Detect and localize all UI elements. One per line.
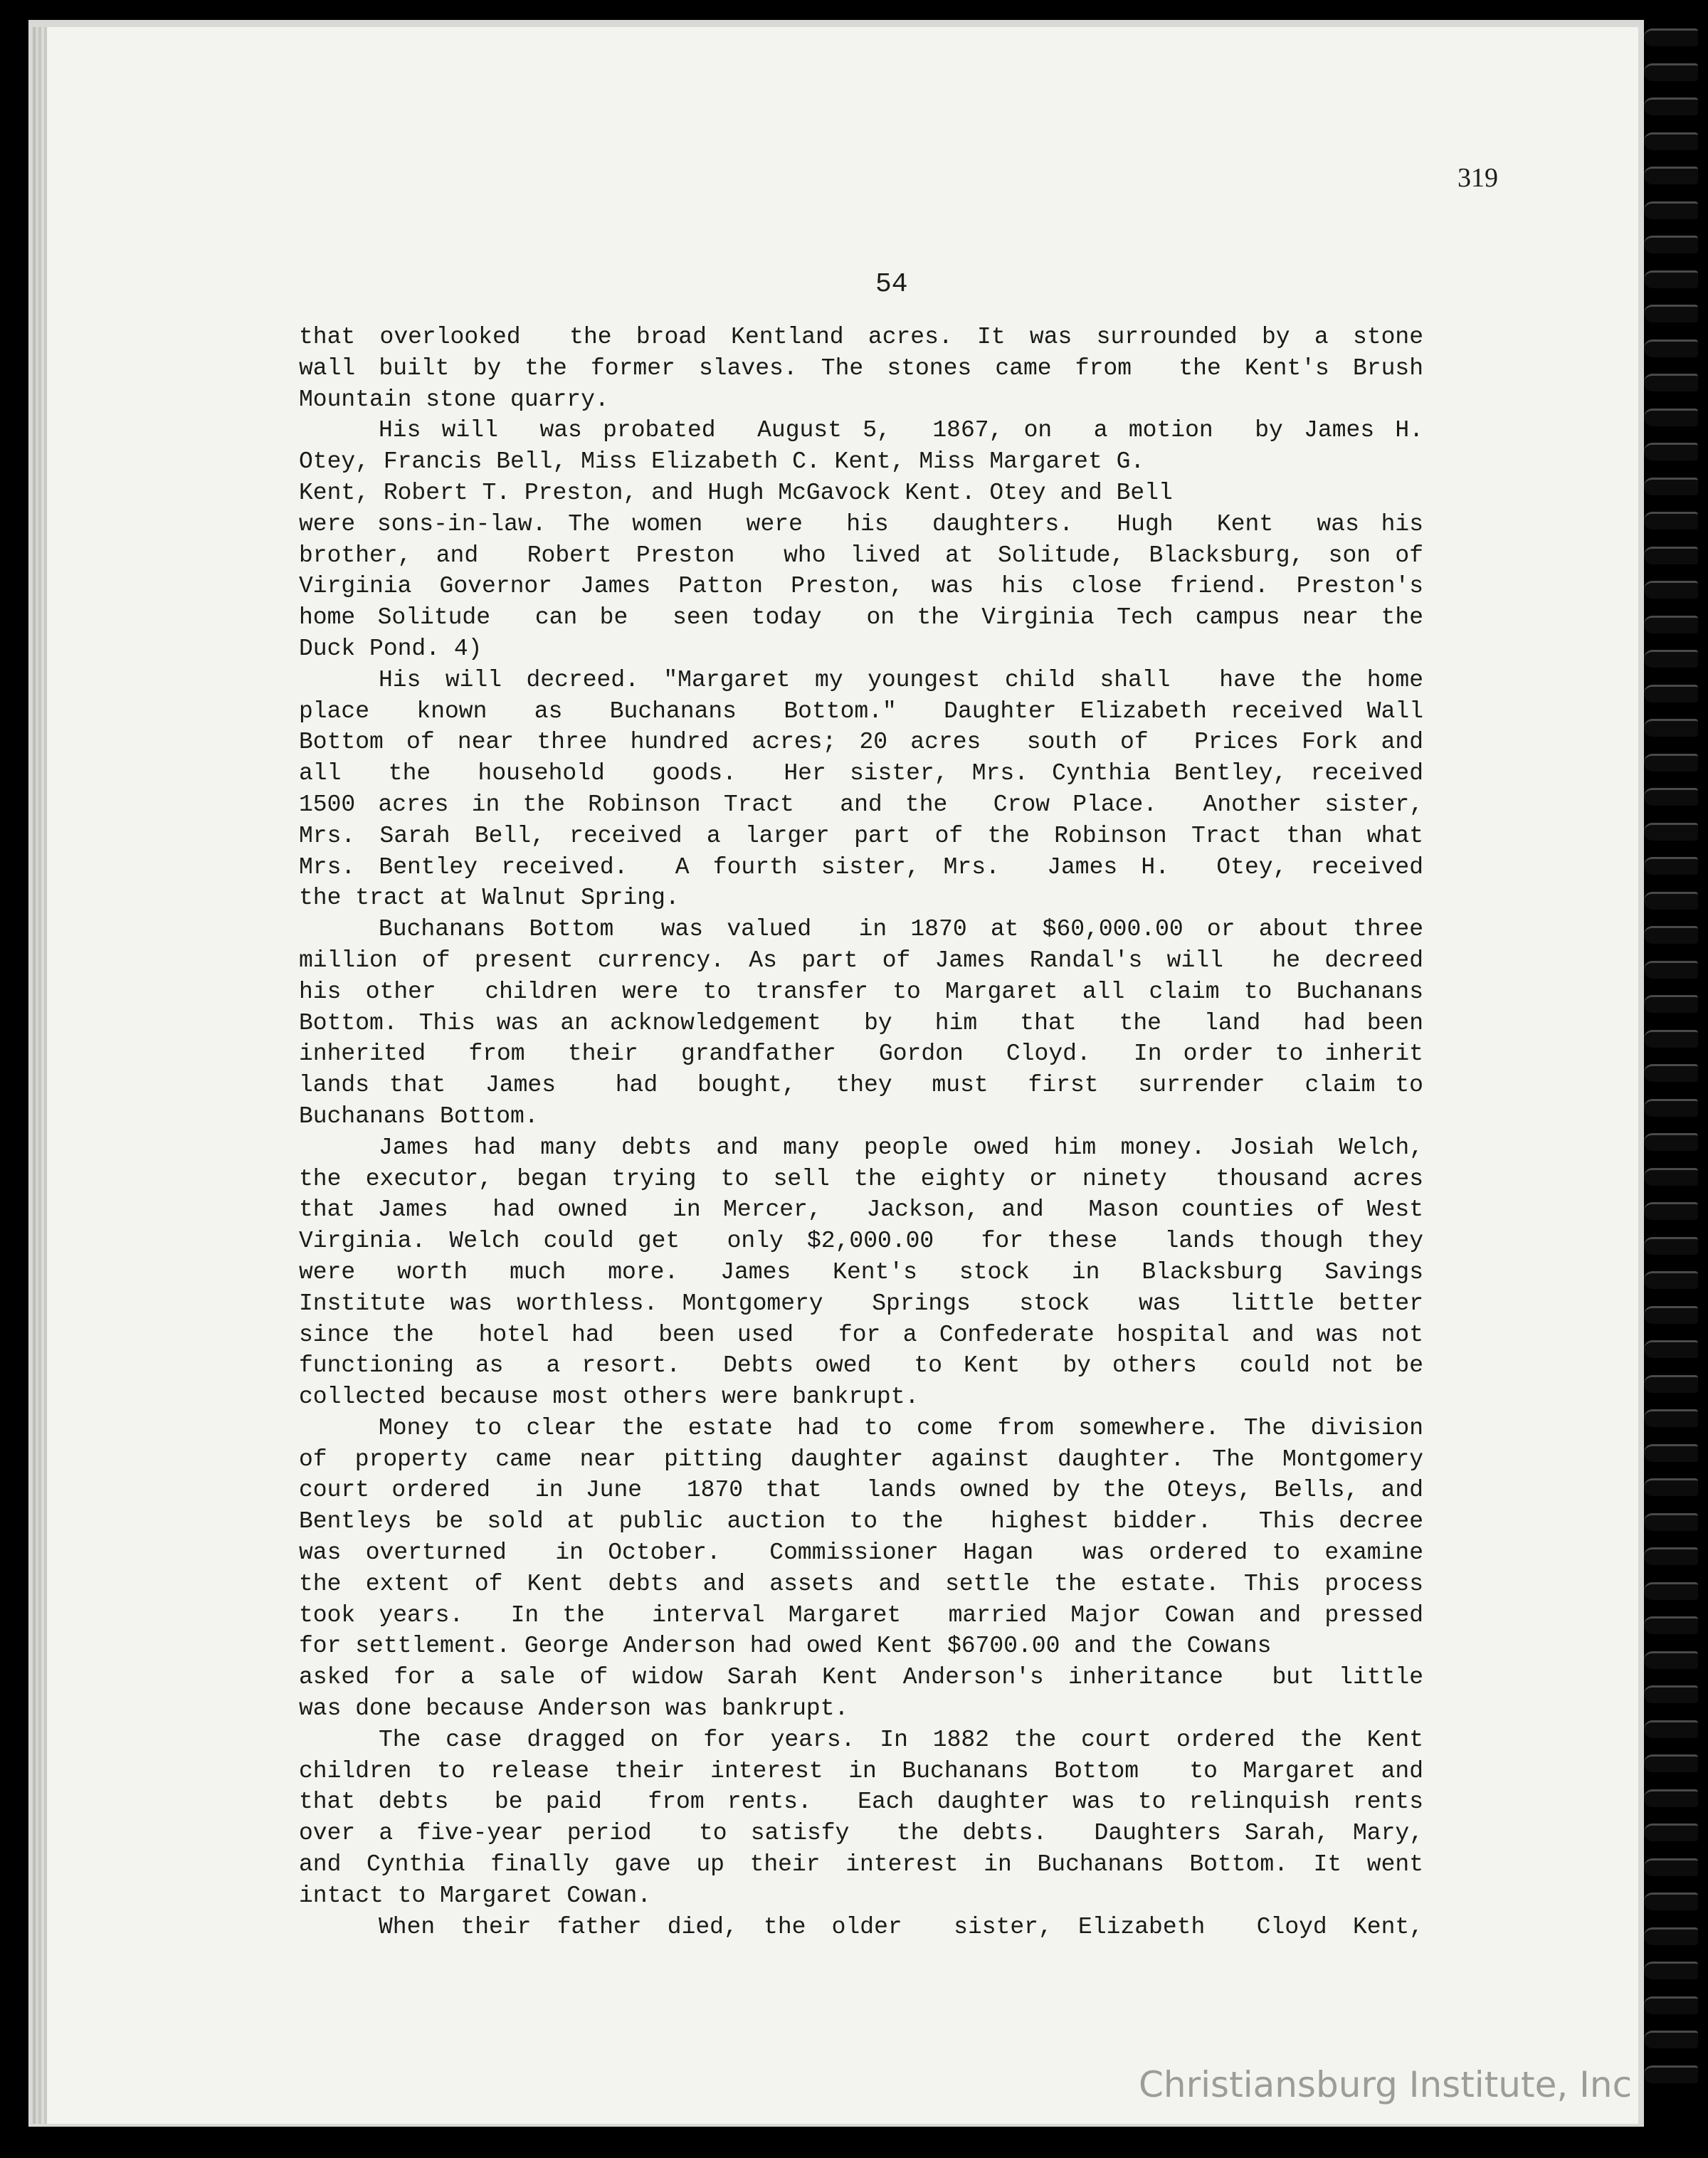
text-line: intact to Margaret Cowan. (299, 1882, 652, 1909)
binding-coil (1644, 1099, 1698, 1117)
text-line: lands that James had bought, they must first surrender claim to (299, 1072, 1423, 1099)
binding-coil (1644, 1651, 1698, 1669)
binding-coil (1644, 98, 1698, 115)
binding-coil (1644, 616, 1698, 633)
text-line: James had many debts and many people owed him money. Josiah Welch, (379, 1134, 1423, 1161)
text-line: Buchanans Bottom was valued in 1870 at $60,000.00 or about three (379, 916, 1423, 943)
binding-coil (1644, 685, 1698, 702)
binding-coil (1644, 270, 1698, 288)
text-line: Mountain stone quarry. (299, 386, 609, 413)
binding-coil (1644, 892, 1698, 910)
binding-coil (1644, 236, 1698, 253)
binding-coil (1644, 788, 1698, 806)
binding-coil (1644, 1547, 1698, 1565)
text-line: asked for a sale of widow Sarah Kent Anderson's inheritance but little (299, 1664, 1423, 1691)
binding-coil (1644, 1720, 1698, 1738)
binding-coil (1644, 857, 1698, 875)
binding-coil (1644, 719, 1698, 737)
text-line: the tract at Walnut Spring. (299, 885, 680, 912)
text-line: home Solitude can be seen today on the Virginia Tech campus near the (299, 604, 1423, 631)
binding-coil (1644, 581, 1698, 599)
binding-coil (1644, 512, 1698, 530)
text-line: Mrs. Bentley received. A fourth sister, Mrs. James H. Otey, received (299, 853, 1423, 880)
binding-coil (1644, 1133, 1698, 1151)
binding-coil (1644, 1513, 1698, 1531)
binding-coil (1644, 1271, 1698, 1289)
text-line: his other children were to transfer to Margaret all claim to Buchanans (299, 978, 1423, 1005)
binding-coil (1644, 1616, 1698, 1634)
text-line: Bottom of near three hundred acres; 20 acres south of Prices Fork and (299, 729, 1423, 756)
binding-coil (1644, 1858, 1698, 1876)
binding-coil (1644, 1962, 1698, 1979)
text-line: since the hotel had been used for a Confederate hospital and was not (299, 1321, 1423, 1348)
text-line: took years. In the interval Margaret married Major Cowan and pressed (299, 1601, 1423, 1628)
binding-coil (1644, 340, 1698, 357)
text-line: for settlement. George Anderson had owed Kent $6700.00 and the Cowans (299, 1633, 1272, 1660)
text-line: and Cynthia finally gave up their interest in Buchanans Bottom. It went (299, 1851, 1423, 1878)
text-line: that overlooked the broad Kentland acres. It was surrounded by a stone (299, 324, 1423, 350)
binding-coil (1644, 167, 1698, 184)
text-line: that debts be paid from rents. Each daughter was to relinquish rents (299, 1789, 1423, 1816)
binding-coil (1644, 1202, 1698, 1220)
binding-coil (1644, 1478, 1698, 1496)
text-line: Otey, Francis Bell, Miss Elizabeth C. Kent, Miss Margaret G. (299, 448, 1145, 475)
binding-coil (1644, 2065, 1698, 2083)
binding-coil (1644, 2031, 1698, 2048)
binding-coil (1644, 754, 1698, 772)
binding-coil (1644, 201, 1698, 219)
binding-coil (1644, 1030, 1698, 1048)
binding-coil (1644, 650, 1698, 668)
watermark: Christiansburg Institute, Inc (1139, 2064, 1633, 2105)
binding-coil (1644, 823, 1698, 841)
text-line: The case dragged on for years. In 1882 the court ordered the Kent (379, 1726, 1423, 1753)
text-line: functioning as a resort. Debts owed to Kent by others could not be (299, 1352, 1423, 1379)
text-line: court ordered in June 1870 that lands owned by the Oteys, Bells, and (299, 1477, 1423, 1504)
binding-coil (1644, 478, 1698, 495)
binding-coil (1644, 1409, 1698, 1427)
text-line: Mrs. Sarah Bell, received a larger part of the Robinson Tract than what (299, 822, 1423, 849)
text-line: were worth much more. James Kent's stock in Blacksburg Savings (299, 1258, 1423, 1285)
binding-coil (1644, 547, 1698, 564)
text-line: million of present currency. As part of James Randal's will he decreed (299, 947, 1423, 974)
binding-coil (1644, 1237, 1698, 1255)
text-line: of property came near pitting daughter against daughter. The Montgomery (299, 1446, 1423, 1473)
text-line: Institute was worthless. Montgomery Springs stock was little better (299, 1290, 1423, 1317)
text-line: inherited from their grandfather Gordon Cloyd. In order to inherit (299, 1041, 1423, 1068)
binding-coil (1644, 1754, 1698, 1772)
text-line: Duck Pond. 4) (299, 635, 483, 662)
binding-coil (1644, 28, 1698, 46)
text-line: the executor, began trying to sell the eighty or ninety thousand acres (299, 1165, 1423, 1192)
spiral-binding (1644, 28, 1708, 2128)
text-line: When their father died, the older sister, Elizabeth Cloyd Kent, (379, 1913, 1423, 1940)
text-line: brother, and Robert Preston who lived at Solitude, Blacksburg, son of (299, 542, 1423, 569)
text-line: place known as Buchanans Bottom." Daughter Elizabeth received Wall (299, 698, 1423, 725)
binding-coil (1644, 1306, 1698, 1324)
binding-coil (1644, 961, 1698, 979)
text-line: Virginia Governor James Patton Preston, was his close friend. Preston's (299, 573, 1423, 600)
text-line: Bottom. This was an acknowledgement by him that the land had been (299, 1009, 1423, 1036)
text-line: that James had owned in Mercer, Jackson, and Mason counties of West (299, 1196, 1423, 1223)
binding-coil (1644, 1823, 1698, 1841)
binding-coil (1644, 1340, 1698, 1358)
binding-coil (1644, 1893, 1698, 1910)
binding-coil (1644, 132, 1698, 150)
binding-coil (1644, 374, 1698, 391)
text-line: Money to clear the estate had to come from somewhere. The division (379, 1414, 1423, 1441)
text-line: collected because most others were bankrupt. (299, 1384, 919, 1411)
text-line: His will was probated August 5, 1867, on a motion by James H. (379, 417, 1423, 444)
binding-coil (1644, 1789, 1698, 1807)
body-text (299, 322, 1423, 1942)
binding-coil (1644, 926, 1698, 944)
text-line: the extent of Kent debts and assets and settle the estate. This process (299, 1570, 1423, 1597)
text-line: children to release their interest in Buchanans Bottom to Margaret and (299, 1757, 1423, 1784)
text-line: wall built by the former slaves. The stones came from the Kent's Brush (299, 354, 1423, 381)
binding-coil (1644, 995, 1698, 1013)
text-line: 1500 acres in the Robinson Tract and the Crow Place. Another sister, (299, 791, 1423, 818)
binding-coil (1644, 443, 1698, 460)
text-line: was done because Anderson was bankrupt. (299, 1695, 849, 1722)
text-line: Bentleys be sold at public auction to the highest bidder. This decree (299, 1508, 1423, 1535)
text-line: was overturned in October. Commissioner Hagan was ordered to examine (299, 1539, 1423, 1567)
text-line: all the household goods. Her sister, Mrs. Cynthia Bentley, received (299, 760, 1423, 787)
binding-coil (1644, 1685, 1698, 1703)
binding-coil (1644, 409, 1698, 426)
text-line: over a five-year period to satisfy the debts. Daughters Sarah, Mary, (299, 1820, 1423, 1847)
binding-coil (1644, 1996, 1698, 2014)
text-line: His will decreed. "Margaret my youngest child shall have the home (379, 666, 1423, 693)
binding-coil (1644, 305, 1698, 322)
text-line: Buchanans Bottom. (299, 1102, 539, 1130)
inner-page-number: 54 (875, 269, 908, 300)
outer-page-number: 319 (1457, 163, 1498, 193)
text-line: Kent, Robert T. Preston, and Hugh McGavock Kent. Otey and Bell (299, 479, 1173, 506)
binding-coil (1644, 1582, 1698, 1600)
binding-coil (1644, 1168, 1698, 1186)
text-line: Virginia. Welch could get only $2,000.00 for these lands though they (299, 1228, 1423, 1255)
binding-coil (1644, 63, 1698, 81)
binding-coil (1644, 1375, 1698, 1393)
binding-coil (1644, 1927, 1698, 1945)
binding-coil (1644, 1064, 1698, 1082)
text-line: were sons-in-law. The women were his daughters. Hugh Kent was his (299, 510, 1423, 537)
binding-coil (1644, 1444, 1698, 1462)
